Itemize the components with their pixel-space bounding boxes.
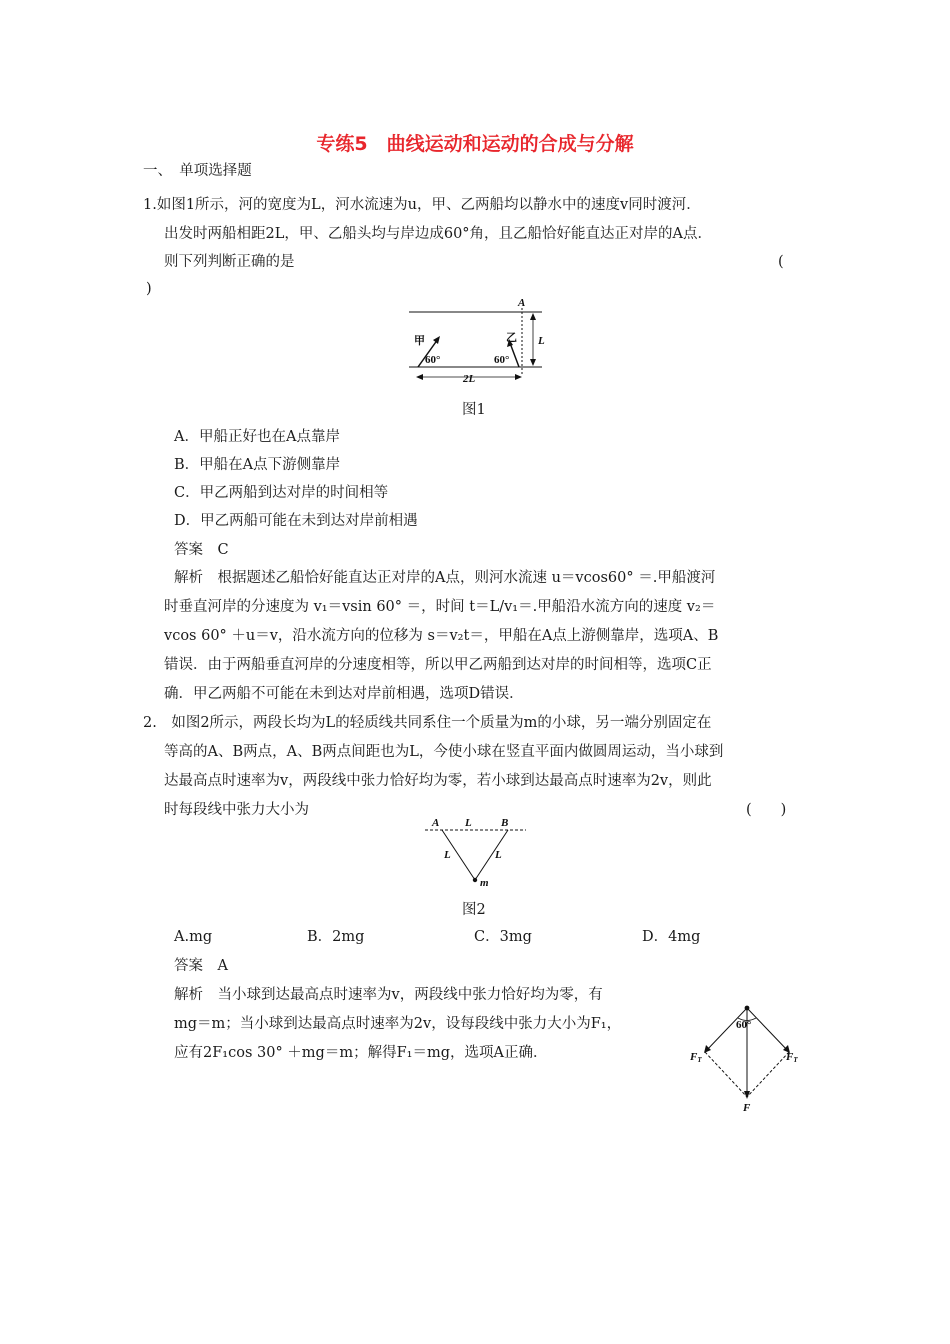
parallelogram-left xyxy=(705,1052,747,1097)
q1-paren-close: ) xyxy=(146,281,152,297)
label-jia: 甲 xyxy=(414,335,425,347)
q2-analysis-1: 解析 当小球到达最高点时速率为v，两段线中张力恰好均为零，有 xyxy=(174,987,603,1003)
label-m: m xyxy=(480,877,489,889)
q2-answer: 答案 A xyxy=(174,958,228,974)
page-title: 专练5 曲线运动和运动的合成与分解 xyxy=(316,133,634,155)
f-bottom-label: F xyxy=(743,1102,751,1114)
q1-option-a: A．甲船正好也在A点靠岸 xyxy=(174,429,340,445)
q2-option-b: B．2mg xyxy=(307,929,365,945)
q2-option-d: D．4mg xyxy=(642,929,701,945)
label-b: B xyxy=(501,817,509,829)
ft-left-label: FT xyxy=(690,1051,702,1064)
q1-analysis-4: 错误．由于两船垂直河岸的分速度相等，所以甲乙两船到达对岸的时间相等，选项C正 xyxy=(164,657,712,673)
q2-paren: ( ) xyxy=(746,802,787,818)
q2-analysis-3: 应有2F₁cos 30° ＋mg＝m；解得F₁＝mg，选项A正确． xyxy=(174,1045,548,1061)
q1-analysis-5: 确．甲乙两船不可能在未到达对岸前相遇，选项D错误． xyxy=(164,686,524,702)
label-2l: 2L xyxy=(463,373,476,385)
q1-option-b: B．甲船在A点下游侧靠岸 xyxy=(174,457,341,473)
ft-right-vector xyxy=(747,1008,789,1052)
q1-line-2: 出发时两船相距2L，甲、乙船头均与岸边成60°角，且乙船恰好能直达正对岸的A点． xyxy=(164,226,713,242)
f-arrow xyxy=(744,1091,750,1099)
q2-line-3: 达最高点时速率为v，两段线中张力恰好均为零，若小球到达最高点时速率为2v，则此 xyxy=(164,773,712,789)
q1-option-c: C．甲乙两船到达对岸的时间相等 xyxy=(174,485,389,501)
label-left-l: L xyxy=(444,849,451,861)
q1-option-d: D．甲乙两船可能在未到达对岸前相遇 xyxy=(174,513,418,529)
label-l: L xyxy=(538,335,545,347)
ft-right-label: FT xyxy=(786,1051,798,1064)
figure-2-caption: 图2 xyxy=(462,902,486,918)
label-a: A xyxy=(518,297,526,309)
q1-paren-open: ( xyxy=(778,254,784,270)
angle-left: 60° xyxy=(425,354,441,366)
figure-1-caption: 图1 xyxy=(462,402,486,418)
q2-line-4: 时每段线中张力大小为 xyxy=(164,802,309,818)
q2-analysis-2: mg＝m；当小球到达最高点时速率为2v，设每段线中张力大小为F₁， xyxy=(174,1016,622,1032)
q1-line-1: 1.如图1所示，河的宽度为L，河水流速为u，甲、乙两船均以静水中的速度v同时渡河． xyxy=(143,197,701,213)
section-heading: 一、 单项选择题 xyxy=(143,163,252,179)
label-right-l: L xyxy=(495,849,502,861)
q1-analysis-1: 解析 根据题述乙船恰好能直达正对岸的A点，则河水流速 u＝vcos60° ＝.甲船渡河 xyxy=(174,570,716,586)
angle-60: 60° xyxy=(736,1019,752,1031)
q2-option-c: C．3mg xyxy=(474,929,532,945)
label-yi: 乙 xyxy=(506,332,517,344)
q2-line-1: 2. 如图2所示，两段长均为L的轻质线共同系住一个质量为m的小球，另一端分别固定在 xyxy=(143,715,712,731)
q1-answer: 答案 C xyxy=(174,542,229,558)
q2-option-a: A.mg xyxy=(174,929,213,945)
q1-line-3: 则下列判断正确的是 xyxy=(164,254,295,270)
label-a: A xyxy=(432,817,440,829)
parallelogram-right xyxy=(747,1052,789,1097)
label-top-l: L xyxy=(465,817,472,829)
q2-line-2: 等高的A、B两点，A、B两点间距也为L，今使小球在竖直平面内做圆周运动，当小球到 xyxy=(164,744,724,760)
q1-analysis-2: 时垂直河岸的分速度为 v₁＝vsin 60° ＝，时间 t＝L/v₁＝.甲船沿水流方向的速度 v₂＝ xyxy=(164,599,716,615)
force-origin-point xyxy=(745,1006,750,1011)
angle-right: 60° xyxy=(494,354,510,366)
q1-analysis-3: vcos 60° ＋u＝v，沿水流方向的位移为 s＝v₂t＝，甲船在A点上游侧靠岸，选项A、B xyxy=(164,628,719,644)
